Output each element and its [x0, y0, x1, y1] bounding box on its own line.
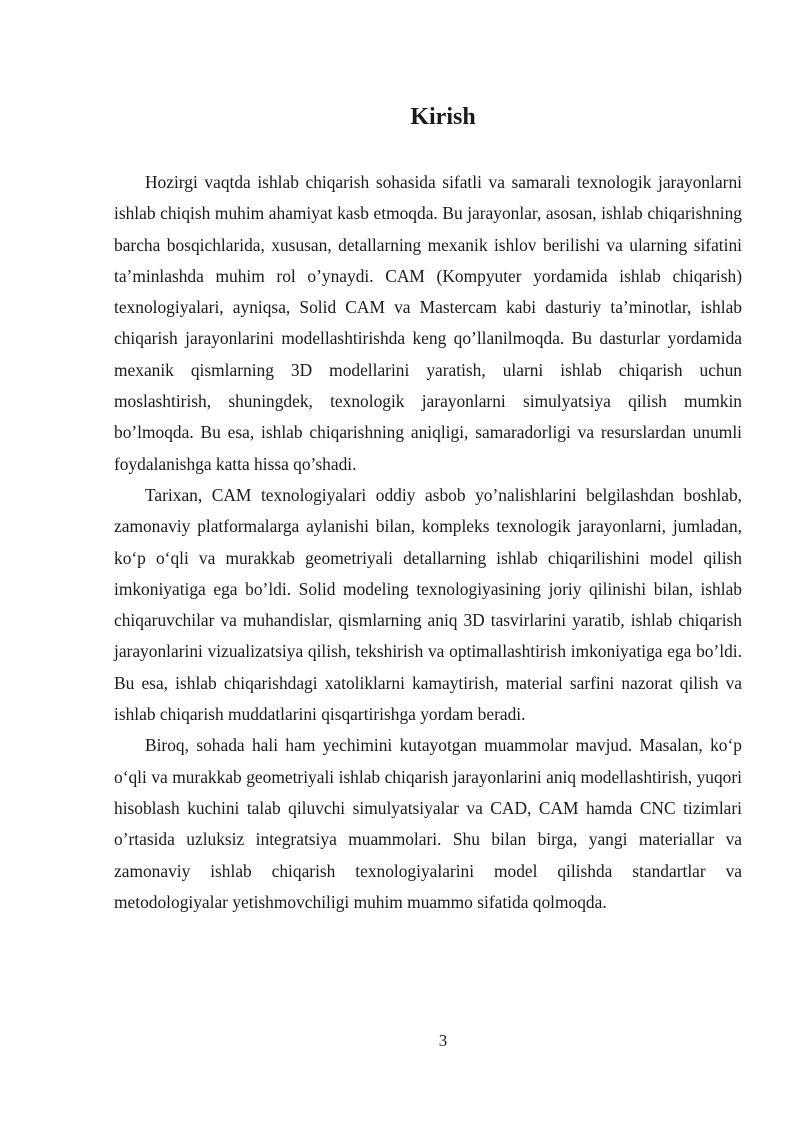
page-title: Kirish [410, 104, 476, 130]
paragraph-1: Hozirgi vaqtda ishlab chiqarish sohasida sifatli va samarali texnologik jarayonlarni ishlab chiqish muhim ahamiyat kasb etmoqda. Bu jarayonlar, asosan, ishlab chiqarishning barcha bosqichlarida, xususan, detallarning mexanik ishlov berilishi va ularning sifatini ta’minlashda muhim rol o’ynaydi. CAM (Kompyuter yordamida ishlab chiqarish) texnologiyalari, ayniqsa, Solid CAM va Mastercam kabi dasturiy ta’minotlar, ishlab chiqarish jarayonlarini modellashtirishda keng qo’llanilmoqda. Bu dasturlar yordamida mexanik qismlarning 3D modellarini yaratish, ularni ishlab chiqarish uchun moslashtirish, shuningdek, texnologik jarayonlarni simulyatsiya qilish mumkin bo’lmoqda. Bu esa, ishlab chiqarishning aniqligi, samaradorligi va resurslardan unumli foydalanishga katta hissa qo’shadi. [114, 172, 742, 474]
paragraph-2: Tarixan, CAM texnologiyalari oddiy asbob yo’nalishlarini belgilashdan boshlab, zamonaviy platformalarga aylanishi bilan, kompleks texnologik jarayonlarni, jumladan, ko‘p o‘qli va murakkab geometriyali detallarning ishlab chiqarilishini model qilish imkoniyatiga ega bo’ldi. Solid modeling texnologiyasining joriy qilinishi bilan, ishlab chiqaruvchilar va muhandislar, qismlarning aniq 3D tasvirlarini yaratib, ishlab chiqarish jarayonlarini vizualizatsiya qilish, tekshirish va optimallashtirish imkoniyatiga ega bo’ldi. Bu esa, ishlab chiqarishdagi xatoliklarni kamaytirish, material sarfini nazorat qilish va ishlab chiqarish muddatlarini qisqartirishga yordam beradi. [114, 484, 742, 725]
page-number: 3 [438, 1031, 448, 1050]
body-text [114, 167, 742, 918]
paragraph-3: Biroq, sohada hali ham yechimini kutayotgan muammolar mavjud. Masalan, ko‘p o‘qli va murakkab geometriyali ishlab chiqarish jarayonlarini aniq modellashtirish, yuqori hisoblash kuchini talab qiluvchi simulyatsiyalar va CAD, CAM hamda CNC tizimlari o’rtasida uzluksiz integratsiya muammolari. Shu bilan birga, yangi materiallar va zamonaviy ishlab chiqarish texnologiyalarini model qilishda standartlar va metodologiyalar yetishmovchiligi muhim muammo sifatida qolmoqda. [114, 735, 742, 912]
